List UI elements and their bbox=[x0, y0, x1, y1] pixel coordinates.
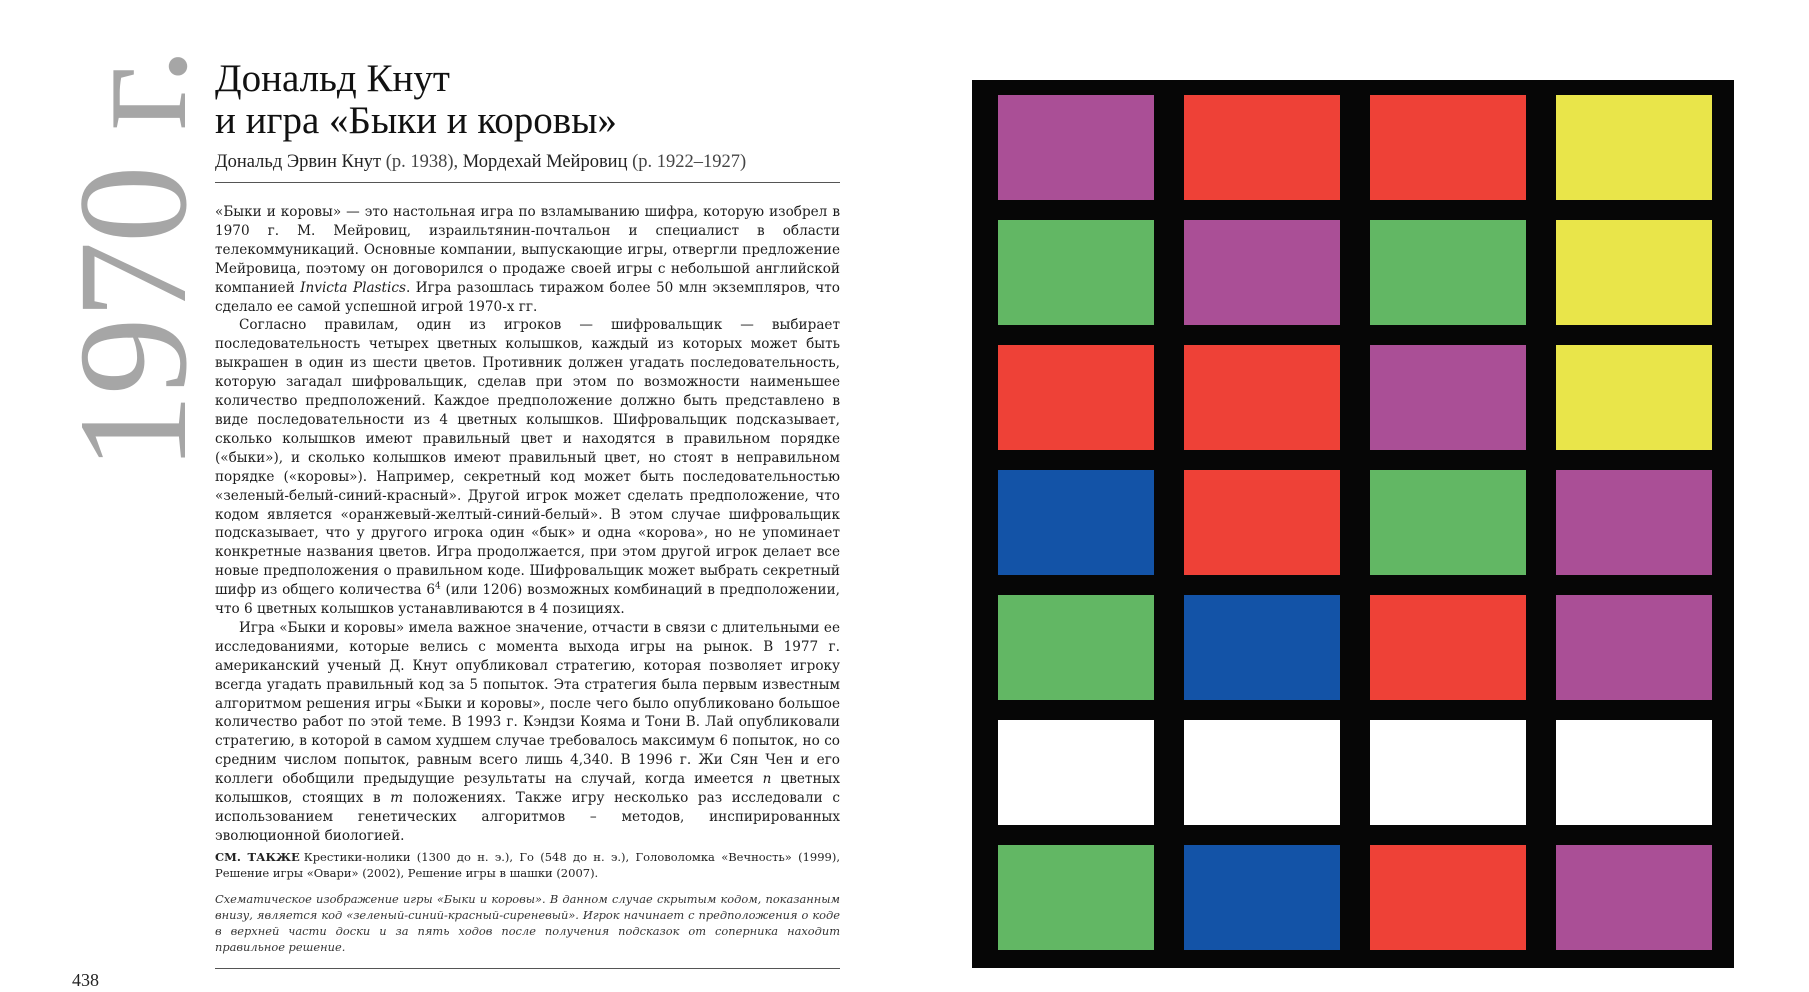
variable-m: m bbox=[390, 790, 404, 807]
peg-purple-r5c4 bbox=[1556, 595, 1712, 700]
peg-red-r1c3 bbox=[1370, 95, 1526, 200]
paragraph-1 bbox=[215, 203, 840, 316]
figure-caption: Схематическое изображение игры «Быки и коровы». В данном случае скрытым кодом, показанным внизу, является код «зеленый-синий-красный-сиреневый». Игрок начинает с предположения о коде в верхней части доски и за пять ходов после получения подсказок от соперника находит правильное решение. bbox=[215, 892, 840, 954]
peg-blue-r4c1 bbox=[998, 470, 1154, 575]
paragraph-1-text-a: «Быки и коровы» — это настольная игра по взламыванию шифра, которую изобрел в 1970 г. М. Мейровиц, израильтянин-почтальон и специалист в области телекоммуникаций. Основные компании, выпускающие игры, отвергли предложение Мейровица, поэтому он договорился о продаже своей игры с небольшой английской компанией bbox=[215, 204, 840, 296]
paragraph-1-text-b: . Игра разошлась тиражом более 50 млн экземпляров, что сделало ее самой успешной игрой 1970-х гг. bbox=[215, 279, 840, 315]
author-2-dates: (р. 1922–1927) bbox=[632, 152, 747, 172]
see-also-label: СМ. ТАКЖЕ bbox=[215, 850, 300, 864]
peg-green-r2c3 bbox=[1370, 220, 1526, 325]
title-line-1: Дональд Кнут bbox=[215, 57, 450, 100]
authors-line bbox=[215, 152, 840, 173]
author-2-name: Мордехай Мейровиц bbox=[462, 152, 628, 172]
paragraph-2 bbox=[215, 316, 840, 619]
peg-green-r2c1 bbox=[998, 220, 1154, 325]
see-also bbox=[215, 849, 840, 881]
peg-red-r7c3 bbox=[1370, 845, 1526, 950]
peg-green-r7c1 bbox=[998, 845, 1154, 950]
peg-purple-r1c1 bbox=[998, 95, 1154, 200]
year-sidebar bbox=[46, 48, 219, 472]
peg-white-r6c1 bbox=[998, 720, 1154, 825]
footer-divider bbox=[215, 968, 840, 969]
peg-blue-r5c2 bbox=[1184, 595, 1340, 700]
author-1-dates: (р. 1938), bbox=[385, 152, 459, 172]
peg-red-r4c2 bbox=[1184, 470, 1340, 575]
peg-green-r5c1 bbox=[998, 595, 1154, 700]
variable-n: n bbox=[762, 771, 772, 788]
peg-white-r6c2 bbox=[1184, 720, 1340, 825]
title-line-2: и игра «Быки и коровы» bbox=[215, 99, 617, 142]
header-divider bbox=[215, 182, 840, 183]
game-board bbox=[972, 80, 1734, 968]
peg-blue-r7c2 bbox=[1184, 845, 1340, 950]
peg-red-r3c2 bbox=[1184, 345, 1340, 450]
peg-purple-r3c3 bbox=[1370, 345, 1526, 450]
peg-yellow-r1c4 bbox=[1556, 95, 1712, 200]
peg-white-r6c3 bbox=[1370, 720, 1526, 825]
paragraph-2-text-b: (или 1206) возможных комбинаций в предположении, что 6 цветных колышков устанавливаются в 4 позициях. bbox=[215, 582, 840, 618]
peg-red-r5c3 bbox=[1370, 595, 1526, 700]
company-name: Invicta Plastics bbox=[300, 279, 406, 296]
page-number: 438 bbox=[72, 970, 99, 990]
peg-green-r4c3 bbox=[1370, 470, 1526, 575]
year-label: 1970 г. bbox=[46, 48, 219, 472]
paragraph-3 bbox=[215, 619, 840, 846]
author-1-name: Дональд Эрвин Кнут bbox=[215, 152, 382, 172]
article-body bbox=[215, 203, 840, 846]
exponent: 4 bbox=[435, 581, 441, 592]
peg-purple-r2c2 bbox=[1184, 220, 1340, 325]
peg-purple-r4c4 bbox=[1556, 470, 1712, 575]
peg-yellow-r3c4 bbox=[1556, 345, 1712, 450]
peg-yellow-r2c4 bbox=[1556, 220, 1712, 325]
peg-red-r3c1 bbox=[998, 345, 1154, 450]
see-also-text: Крестики-нолики (1300 до н. э.), Го (548 до н. э.), Головоломка «Вечность» (1999), Решение игры «Овари» (2002), Решение игры в шашки (2007). bbox=[215, 850, 840, 880]
peg-white-r6c4 bbox=[1556, 720, 1712, 825]
paragraph-3-text-c: положениях. Также игру несколько раз исследовали с использованием генетических алгоритмов – методов, инспирированных эволюционной биологией. bbox=[215, 790, 840, 844]
article-title bbox=[215, 58, 855, 142]
paragraph-2-text-a: Согласно правилам, один из игроков — шифровальщик — выбирает последовательность четырех цветных колышков, каждый из которых может быть выкрашен в один из шести цветов. Противник должен угадать последовательность, которую загадал шифровальщик, сделав при этом по возможности наименьшее количество предположений. Каждое предположение должно быть представлено в виде последовательности из 4 цветных колышков. Шифровальщик подсказывает, сколько колышков имеют правильный цвет и находятся в правильном порядке («быки»), и сколько колышков имеют правильный цвет, но стоят в неправильном порядке («коровы»). Например, секретный код может быть последовательностью «зеленый-белый-синий-красный». Другой игрок может сделать предположение, что кодом является «оранжевый-желтый-синий-белый». В этом случае шифровальщик подсказывает, что у другого игрока один «бык» и одна «корова», но не упоминает конкретные названия цветов. Игра продолжается, при этом другой игрок делает все новые предположения о правильном коде. Шифровальщик может выбрать секретный шифр из общего количества 6 bbox=[215, 317, 840, 599]
paragraph-3-text-a: Игра «Быки и коровы» имела важное значение, отчасти в связи с длительными ее исследованиями, которые велись с момента выхода игры на рынок. В 1977 г. американский ученый Д. Кнут опубликовал стратегию, которая позволяет игроку всегда угадать правильный код за 5 попыток. Эта стратегия была первым известным алгоритмом решения игры «Быки и коровы», после чего было опубликовано большое количество работ по этой теме. В 1993 г. Кэндзи Кояма и Тони В. Лай опубликовали стратегию, в которой в самом худшем случае требовалось максимум 6 попыток, но со средним числом попыток, равным всего лишь 4,340. В 1996 г. Жи Сян Чен и его коллеги обобщили предыдущие результаты на случай, когда имеется bbox=[215, 619, 840, 788]
paragraph-3-text-b: цветных колышков, стоящих в bbox=[215, 771, 840, 807]
peg-red-r1c2 bbox=[1184, 95, 1340, 200]
peg-purple-r7c4 bbox=[1556, 845, 1712, 950]
